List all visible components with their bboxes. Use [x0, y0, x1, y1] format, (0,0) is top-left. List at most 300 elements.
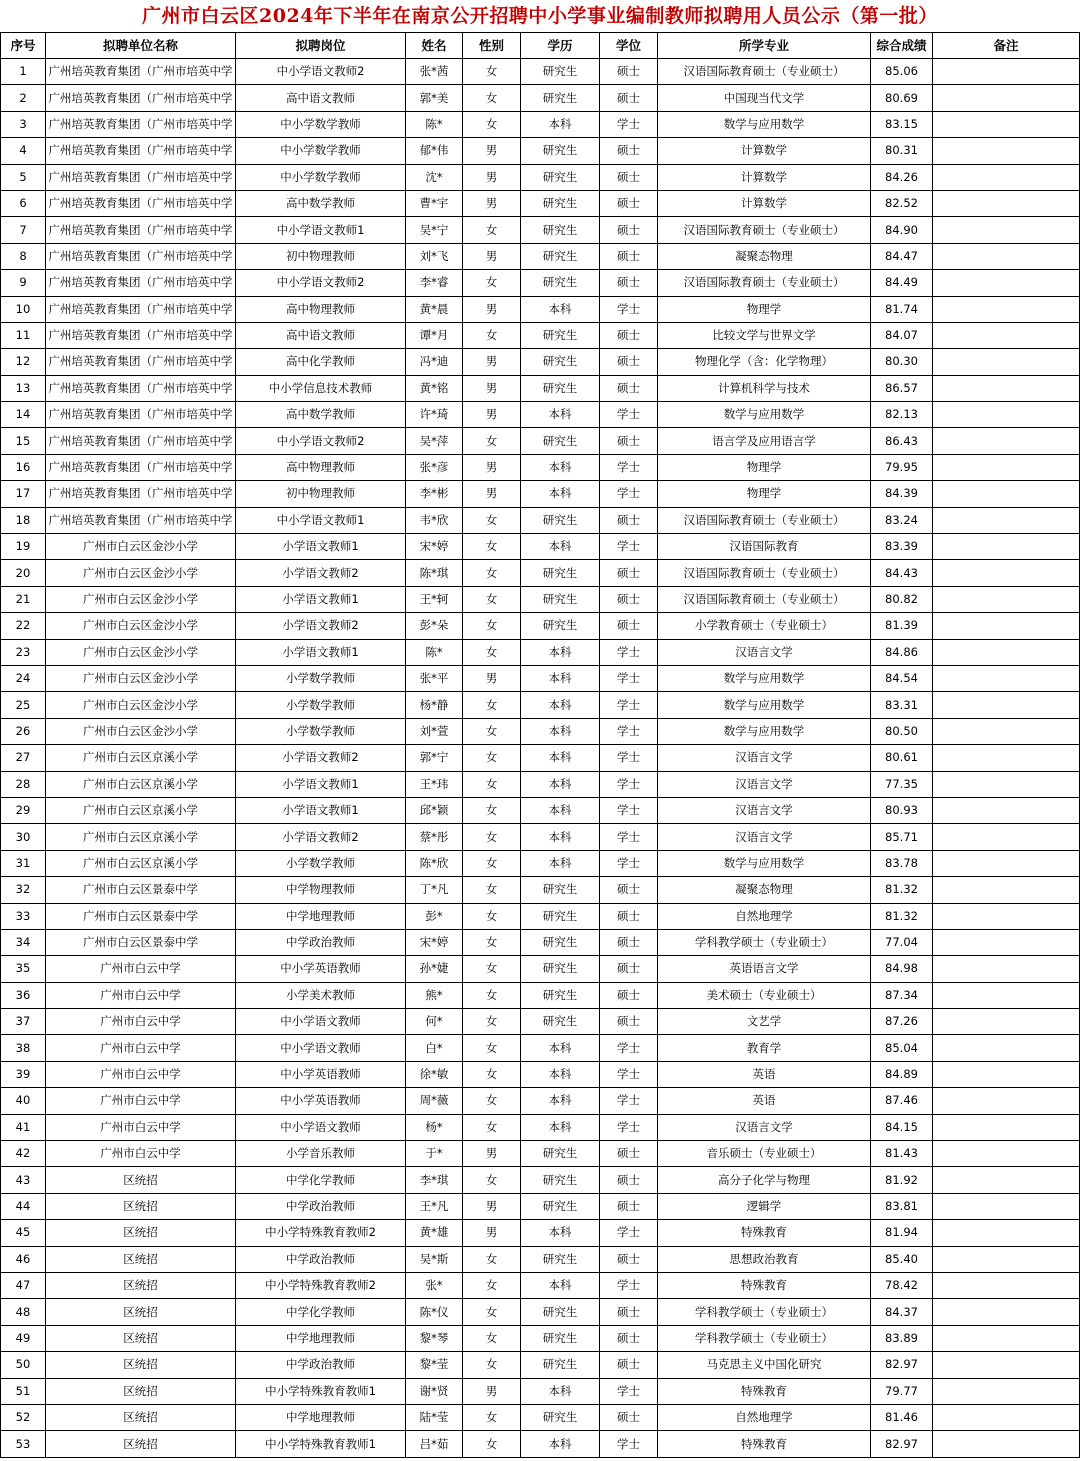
- cell-unit: 区统招: [46, 1220, 236, 1246]
- cell-seq: 15: [1, 428, 46, 454]
- cell-score: 80.50: [871, 718, 933, 744]
- cell-score: 80.31: [871, 138, 933, 164]
- cell-major: 数学与应用数学: [658, 718, 871, 744]
- cell-remarks: [933, 929, 1080, 955]
- table-row: [1, 1431, 1080, 1457]
- table-row: [1, 1061, 1080, 1087]
- cell-seq: 23: [1, 639, 46, 665]
- cell-education: 研究生: [521, 270, 600, 296]
- cell-score: 85.71: [871, 824, 933, 850]
- cell-education: 本科: [521, 481, 600, 507]
- cell-seq: 16: [1, 454, 46, 480]
- cell-seq: 41: [1, 1114, 46, 1140]
- cell-education: 研究生: [521, 1404, 600, 1430]
- cell-score: 80.30: [871, 349, 933, 375]
- cell-remarks: [933, 1220, 1080, 1246]
- cell-seq: 9: [1, 270, 46, 296]
- cell-seq: 14: [1, 402, 46, 428]
- cell-remarks: [933, 164, 1080, 190]
- header-score: 综合成绩: [871, 33, 933, 59]
- table-row: [1, 534, 1080, 560]
- cell-remarks: [933, 1167, 1080, 1193]
- cell-unit: 区统招: [46, 1246, 236, 1272]
- cell-gender: 女: [463, 1061, 521, 1087]
- cell-gender: 女: [463, 639, 521, 665]
- cell-unit: 广州市白云区京溪小学: [46, 797, 236, 823]
- cell-education: 研究生: [521, 507, 600, 533]
- cell-seq: 11: [1, 322, 46, 348]
- table-row: [1, 322, 1080, 348]
- cell-unit: 广州市白云区京溪小学: [46, 824, 236, 850]
- cell-major: 汉语国际教育硕士（专业硕士）: [658, 586, 871, 612]
- cell-score: 86.57: [871, 375, 933, 401]
- cell-seq: 46: [1, 1246, 46, 1272]
- table-row: [1, 560, 1080, 586]
- cell-seq: 38: [1, 1035, 46, 1061]
- cell-position: 中学地理教师: [236, 1325, 406, 1351]
- cell-unit: 广州培英教育集团（广州市培英中学: [46, 243, 236, 269]
- cell-unit: 广州培英教育集团（广州市培英中学: [46, 164, 236, 190]
- cell-major: 汉语言文学: [658, 1114, 871, 1140]
- cell-unit: 广州培英教育集团（广州市培英中学: [46, 507, 236, 533]
- cell-position: 中小学特殊教育教师2: [236, 1220, 406, 1246]
- cell-major: 汉语言文学: [658, 797, 871, 823]
- cell-degree: 硕士: [600, 1141, 658, 1167]
- cell-gender: 女: [463, 217, 521, 243]
- cell-unit: 区统招: [46, 1193, 236, 1219]
- cell-unit: 区统招: [46, 1404, 236, 1430]
- cell-degree: 硕士: [600, 1167, 658, 1193]
- cell-score: 81.43: [871, 1141, 933, 1167]
- cell-position: 中小学特殊教育教师1: [236, 1378, 406, 1404]
- cell-major: 逻辑学: [658, 1193, 871, 1219]
- table-row: [1, 428, 1080, 454]
- cell-remarks: [933, 1061, 1080, 1087]
- cell-seq: 7: [1, 217, 46, 243]
- cell-major: 特殊教育: [658, 1272, 871, 1298]
- cell-remarks: [933, 1009, 1080, 1035]
- cell-degree: 硕士: [600, 243, 658, 269]
- cell-degree: 硕士: [600, 1404, 658, 1430]
- cell-gender: 女: [463, 1009, 521, 1035]
- cell-degree: 硕士: [600, 1299, 658, 1325]
- cell-position: 小学语文教师2: [236, 613, 406, 639]
- cell-position: 中小学信息技术教师: [236, 375, 406, 401]
- cell-position: 小学语文教师1: [236, 534, 406, 560]
- cell-position: 中学政治教师: [236, 1193, 406, 1219]
- cell-score: 84.26: [871, 164, 933, 190]
- cell-degree: 学士: [600, 1220, 658, 1246]
- cell-score: 77.35: [871, 771, 933, 797]
- cell-unit: 广州市白云中学: [46, 956, 236, 982]
- table-row: [1, 1246, 1080, 1272]
- cell-degree: 硕士: [600, 1352, 658, 1378]
- cell-gender: 女: [463, 903, 521, 929]
- cell-score: 83.24: [871, 507, 933, 533]
- cell-major: 美术硕士（专业硕士）: [658, 982, 871, 1008]
- header-gender: 性别: [463, 33, 521, 59]
- cell-name: 郁*伟: [406, 138, 463, 164]
- cell-unit: 广州市白云区京溪小学: [46, 850, 236, 876]
- cell-major: 汉语国际教育硕士（专业硕士）: [658, 59, 871, 85]
- cell-major: 中国现当代文学: [658, 85, 871, 111]
- cell-remarks: [933, 428, 1080, 454]
- cell-degree: 硕士: [600, 270, 658, 296]
- cell-degree: 硕士: [600, 613, 658, 639]
- cell-score: 85.40: [871, 1246, 933, 1272]
- table-row: [1, 613, 1080, 639]
- cell-seq: 43: [1, 1167, 46, 1193]
- header-degree: 学位: [600, 33, 658, 59]
- cell-position: 中小学语文教师: [236, 1009, 406, 1035]
- cell-major: 物理学: [658, 481, 871, 507]
- table-row: [1, 138, 1080, 164]
- cell-gender: 男: [463, 190, 521, 216]
- cell-name: 黄*铭: [406, 375, 463, 401]
- cell-seq: 52: [1, 1404, 46, 1430]
- cell-seq: 5: [1, 164, 46, 190]
- cell-gender: 男: [463, 1220, 521, 1246]
- cell-unit: 广州市白云中学: [46, 982, 236, 1008]
- cell-unit: 区统招: [46, 1378, 236, 1404]
- table-row: [1, 1325, 1080, 1351]
- cell-seq: 27: [1, 745, 46, 771]
- header-major: 所学专业: [658, 33, 871, 59]
- cell-degree: 学士: [600, 1114, 658, 1140]
- cell-gender: 男: [463, 1193, 521, 1219]
- cell-education: 研究生: [521, 1325, 600, 1351]
- cell-remarks: [933, 85, 1080, 111]
- cell-remarks: [933, 586, 1080, 612]
- cell-position: 高中语文教师: [236, 85, 406, 111]
- cell-name: 曹*宇: [406, 190, 463, 216]
- table-row: [1, 1167, 1080, 1193]
- cell-remarks: [933, 1088, 1080, 1114]
- cell-remarks: [933, 850, 1080, 876]
- cell-name: 宋*婷: [406, 929, 463, 955]
- cell-degree: 学士: [600, 824, 658, 850]
- cell-gender: 女: [463, 797, 521, 823]
- cell-name: 熊*: [406, 982, 463, 1008]
- table-row: [1, 771, 1080, 797]
- cell-degree: 硕士: [600, 586, 658, 612]
- cell-gender: 女: [463, 1035, 521, 1061]
- cell-gender: 女: [463, 1272, 521, 1298]
- cell-name: 黄*雄: [406, 1220, 463, 1246]
- cell-seq: 44: [1, 1193, 46, 1219]
- cell-name: 蔡*彤: [406, 824, 463, 850]
- cell-seq: 26: [1, 718, 46, 744]
- cell-name: 宋*婷: [406, 534, 463, 560]
- cell-gender: 女: [463, 824, 521, 850]
- cell-gender: 女: [463, 877, 521, 903]
- cell-unit: 广州市白云区金沙小学: [46, 534, 236, 560]
- cell-remarks: [933, 534, 1080, 560]
- cell-position: 中学化学教师: [236, 1167, 406, 1193]
- cell-education: 本科: [521, 824, 600, 850]
- cell-degree: 学士: [600, 481, 658, 507]
- cell-major: 英语语言文学: [658, 956, 871, 982]
- cell-name: 陈*仪: [406, 1299, 463, 1325]
- cell-education: 本科: [521, 1088, 600, 1114]
- cell-unit: 广州市白云区金沙小学: [46, 560, 236, 586]
- table-row: [1, 217, 1080, 243]
- cell-position: 中小学语文教师1: [236, 217, 406, 243]
- cell-name: 彭*朵: [406, 613, 463, 639]
- cell-unit: 广州市白云区景泰中学: [46, 903, 236, 929]
- cell-unit: 广州培英教育集团（广州市培英中学: [46, 402, 236, 428]
- cell-degree: 学士: [600, 1431, 658, 1457]
- table-row: [1, 824, 1080, 850]
- cell-remarks: [933, 824, 1080, 850]
- cell-remarks: [933, 1141, 1080, 1167]
- cell-remarks: [933, 1193, 1080, 1219]
- cell-degree: 硕士: [600, 956, 658, 982]
- table-row: [1, 982, 1080, 1008]
- cell-degree: 学士: [600, 797, 658, 823]
- cell-remarks: [933, 560, 1080, 586]
- cell-degree: 学士: [600, 1035, 658, 1061]
- cell-remarks: [933, 111, 1080, 137]
- cell-major: 自然地理学: [658, 1404, 871, 1430]
- table-row: [1, 639, 1080, 665]
- table-row: [1, 1009, 1080, 1035]
- cell-gender: 女: [463, 1246, 521, 1272]
- table-row: [1, 1220, 1080, 1246]
- cell-degree: 硕士: [600, 217, 658, 243]
- cell-degree: 硕士: [600, 375, 658, 401]
- cell-unit: 区统招: [46, 1325, 236, 1351]
- cell-major: 比较文学与世界文学: [658, 322, 871, 348]
- cell-education: 研究生: [521, 1246, 600, 1272]
- header-name: 姓名: [406, 33, 463, 59]
- cell-score: 84.98: [871, 956, 933, 982]
- cell-gender: 男: [463, 164, 521, 190]
- cell-major: 物理学: [658, 296, 871, 322]
- cell-unit: 广州市白云区景泰中学: [46, 877, 236, 903]
- cell-degree: 硕士: [600, 59, 658, 85]
- cell-position: 小学语文教师1: [236, 771, 406, 797]
- cell-degree: 学士: [600, 1272, 658, 1298]
- cell-gender: 女: [463, 929, 521, 955]
- cell-unit: 广州培英教育集团（广州市培英中学: [46, 138, 236, 164]
- cell-seq: 4: [1, 138, 46, 164]
- cell-degree: 学士: [600, 402, 658, 428]
- cell-remarks: [933, 217, 1080, 243]
- table-header-row: [1, 33, 1080, 59]
- cell-remarks: [933, 692, 1080, 718]
- cell-name: 孙*婕: [406, 956, 463, 982]
- cell-degree: 硕士: [600, 1193, 658, 1219]
- table-row: [1, 507, 1080, 533]
- table-row: [1, 111, 1080, 137]
- cell-degree: 学士: [600, 718, 658, 744]
- cell-education: 本科: [521, 692, 600, 718]
- cell-major: 汉语国际教育硕士（专业硕士）: [658, 270, 871, 296]
- cell-degree: 硕士: [600, 85, 658, 111]
- cell-score: 82.97: [871, 1352, 933, 1378]
- cell-score: 84.54: [871, 665, 933, 691]
- cell-seq: 53: [1, 1431, 46, 1457]
- cell-remarks: [933, 665, 1080, 691]
- cell-position: 小学数学教师: [236, 850, 406, 876]
- cell-education: 研究生: [521, 85, 600, 111]
- cell-education: 本科: [521, 296, 600, 322]
- cell-name: 李*睿: [406, 270, 463, 296]
- cell-gender: 女: [463, 1114, 521, 1140]
- cell-score: 84.15: [871, 1114, 933, 1140]
- cell-score: 85.04: [871, 1035, 933, 1061]
- table-row: [1, 956, 1080, 982]
- cell-score: 81.39: [871, 613, 933, 639]
- cell-name: 陆*莹: [406, 1404, 463, 1430]
- cell-position: 小学语文教师1: [236, 586, 406, 612]
- cell-name: 于*: [406, 1141, 463, 1167]
- table-row: [1, 929, 1080, 955]
- cell-score: 79.77: [871, 1378, 933, 1404]
- cell-position: 中学地理教师: [236, 903, 406, 929]
- cell-position: 小学语文教师1: [236, 797, 406, 823]
- cell-unit: 区统招: [46, 1431, 236, 1457]
- cell-degree: 学士: [600, 692, 658, 718]
- header-unit: 拟聘单位名称: [46, 33, 236, 59]
- cell-score: 81.94: [871, 1220, 933, 1246]
- cell-gender: 男: [463, 375, 521, 401]
- cell-name: 陈*: [406, 639, 463, 665]
- cell-position: 小学音乐教师: [236, 1141, 406, 1167]
- cell-degree: 学士: [600, 639, 658, 665]
- cell-unit: 广州市白云区金沙小学: [46, 613, 236, 639]
- cell-position: 中学政治教师: [236, 1246, 406, 1272]
- cell-remarks: [933, 1246, 1080, 1272]
- cell-unit: 区统招: [46, 1299, 236, 1325]
- cell-score: 80.82: [871, 586, 933, 612]
- table-row: [1, 402, 1080, 428]
- cell-name: 刘*萱: [406, 718, 463, 744]
- cell-position: 高中化学教师: [236, 349, 406, 375]
- cell-seq: 25: [1, 692, 46, 718]
- table-row: [1, 877, 1080, 903]
- cell-score: 83.78: [871, 850, 933, 876]
- cell-degree: 硕士: [600, 1325, 658, 1351]
- cell-gender: 女: [463, 718, 521, 744]
- cell-major: 计算机科学与技术: [658, 375, 871, 401]
- cell-major: 计算数学: [658, 164, 871, 190]
- cell-unit: 广州市白云中学: [46, 1141, 236, 1167]
- cell-education: 本科: [521, 665, 600, 691]
- cell-education: 研究生: [521, 322, 600, 348]
- cell-name: 吴*宁: [406, 217, 463, 243]
- cell-education: 研究生: [521, 164, 600, 190]
- cell-major: 汉语国际教育: [658, 534, 871, 560]
- cell-education: 研究生: [521, 59, 600, 85]
- cell-score: 81.32: [871, 877, 933, 903]
- cell-gender: 女: [463, 111, 521, 137]
- cell-remarks: [933, 613, 1080, 639]
- cell-remarks: [933, 639, 1080, 665]
- cell-seq: 51: [1, 1378, 46, 1404]
- cell-unit: 广州市白云中学: [46, 1061, 236, 1087]
- cell-score: 81.92: [871, 1167, 933, 1193]
- cell-seq: 50: [1, 1352, 46, 1378]
- cell-position: 中学物理教师: [236, 877, 406, 903]
- cell-remarks: [933, 745, 1080, 771]
- cell-major: 高分子化学与物理: [658, 1167, 871, 1193]
- cell-remarks: [933, 1299, 1080, 1325]
- cell-remarks: [933, 322, 1080, 348]
- cell-gender: 女: [463, 534, 521, 560]
- cell-unit: 广州培英教育集团（广州市培英中学: [46, 270, 236, 296]
- cell-seq: 49: [1, 1325, 46, 1351]
- cell-seq: 28: [1, 771, 46, 797]
- table-row: [1, 164, 1080, 190]
- table-row: [1, 1352, 1080, 1378]
- cell-position: 高中数学教师: [236, 402, 406, 428]
- cell-gender: 男: [463, 243, 521, 269]
- cell-gender: 女: [463, 850, 521, 876]
- cell-position: 高中语文教师: [236, 322, 406, 348]
- cell-degree: 学士: [600, 850, 658, 876]
- cell-major: 特殊教育: [658, 1431, 871, 1457]
- cell-position: 中小学数学教师: [236, 138, 406, 164]
- cell-remarks: [933, 877, 1080, 903]
- cell-seq: 29: [1, 797, 46, 823]
- cell-major: 汉语国际教育硕士（专业硕士）: [658, 560, 871, 586]
- cell-education: 本科: [521, 402, 600, 428]
- cell-unit: 广州市白云中学: [46, 1035, 236, 1061]
- cell-degree: 学士: [600, 1378, 658, 1404]
- cell-major: 自然地理学: [658, 903, 871, 929]
- cell-major: 学科教学硕士（专业硕士）: [658, 1299, 871, 1325]
- cell-seq: 2: [1, 85, 46, 111]
- cell-seq: 36: [1, 982, 46, 1008]
- cell-unit: 广州市白云中学: [46, 1009, 236, 1035]
- cell-score: 77.04: [871, 929, 933, 955]
- cell-education: 研究生: [521, 877, 600, 903]
- table-row: [1, 190, 1080, 216]
- cell-major: 文艺学: [658, 1009, 871, 1035]
- cell-name: 郭*宁: [406, 745, 463, 771]
- cell-gender: 女: [463, 507, 521, 533]
- cell-education: 研究生: [521, 929, 600, 955]
- cell-remarks: [933, 797, 1080, 823]
- cell-name: 张*茜: [406, 59, 463, 85]
- cell-seq: 22: [1, 613, 46, 639]
- cell-gender: 女: [463, 1325, 521, 1351]
- page-title: 广州市白云区2024年下半年在南京公开招聘中小学事业编制教师拟聘用人员公示（第一批）: [142, 5, 938, 27]
- cell-unit: 广州培英教育集团（广州市培英中学: [46, 111, 236, 137]
- cell-score: 84.47: [871, 243, 933, 269]
- table-row: [1, 903, 1080, 929]
- cell-name: 韦*欣: [406, 507, 463, 533]
- table-row: [1, 1272, 1080, 1298]
- cell-education: 本科: [521, 1220, 600, 1246]
- cell-name: 冯*迪: [406, 349, 463, 375]
- cell-name: 徐*敏: [406, 1061, 463, 1087]
- cell-name: 黎*琴: [406, 1325, 463, 1351]
- table-row: [1, 1404, 1080, 1430]
- cell-gender: 女: [463, 270, 521, 296]
- cell-score: 82.13: [871, 402, 933, 428]
- cell-gender: 女: [463, 428, 521, 454]
- cell-position: 中小学语文教师2: [236, 59, 406, 85]
- cell-score: 81.46: [871, 1404, 933, 1430]
- table-row: [1, 85, 1080, 111]
- cell-seq: 19: [1, 534, 46, 560]
- cell-unit: 广州培英教育集团（广州市培英中学: [46, 217, 236, 243]
- cell-score: 84.89: [871, 1061, 933, 1087]
- cell-major: 计算数学: [658, 190, 871, 216]
